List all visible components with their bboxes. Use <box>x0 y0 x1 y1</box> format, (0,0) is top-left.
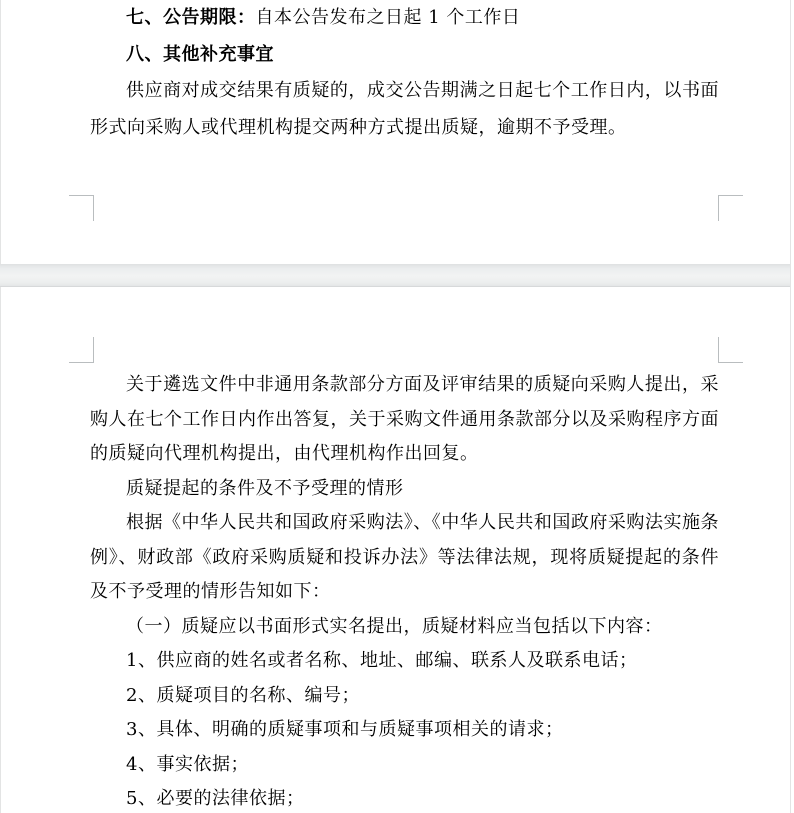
conditions-heading: 质疑提起的条件及不予受理的情形 <box>126 477 404 499</box>
clause-7-heading <box>90 0 719 37</box>
page-separator <box>0 264 790 287</box>
list-item-2: 2、质疑项目的名称、编号； <box>126 684 360 706</box>
viewport-right-edge-line <box>790 0 791 813</box>
document-page-2[interactable] <box>1 287 790 813</box>
text-boundary-mark-page2-top-right <box>718 337 743 363</box>
objection-paragraph: 供应商对成交结果有质疑的，成交公告期满之日起七个工作日内，以书面形式向采购人或代理机构提交两种方式提出质疑，逾期不予受理。 <box>90 80 719 138</box>
list-item-4: 4、事实依据； <box>126 753 249 775</box>
list-item-5: 5、必要的法律依据； <box>126 788 305 809</box>
legal-basis-paragraph: 根据《中华人民共和国政府采购法》、《中华人民共和国政府采购法实施条例》、财政部《政府采购质疑和投诉办法》等法律法规，现将质疑提起的条件及不予受理的情形告知如下： <box>90 512 719 602</box>
text-boundary-mark-page2-top-left <box>69 337 94 363</box>
list-item-3: 3、具体、明确的质疑事项和与质疑事项相关的请求； <box>126 719 564 740</box>
clause-8-heading: 八、其他补充事宜 <box>126 43 274 65</box>
text-boundary-mark-page1-bottom-right <box>718 195 743 221</box>
page-2-text-area <box>90 368 719 813</box>
text-boundary-mark-page1-bottom-left <box>69 195 94 221</box>
clause-7-label: 七、公告期限： <box>126 7 256 28</box>
clause-7-value: 自本公告发布之日起 1 个工作日 <box>255 7 521 28</box>
page-1-text-area <box>90 0 719 146</box>
list-item-1: 1、供应商的姓名或者名称、地址、邮编、联系人及联系电话； <box>126 650 638 671</box>
item-intro-paragraph: （一）质疑应以书面形式实名提出，质疑材料应当包括以下内容： <box>126 615 663 637</box>
document-page-1[interactable] <box>1 0 790 264</box>
reply-paragraph: 关于遴选文件中非通用条款部分方面及评审结果的质疑向采购人提出，采购人在七个工作日内作出答复，关于采购文件通用条款部分以及采购程序方面的质疑向代理机构提出，由代理机构作出回复。 <box>90 374 719 464</box>
